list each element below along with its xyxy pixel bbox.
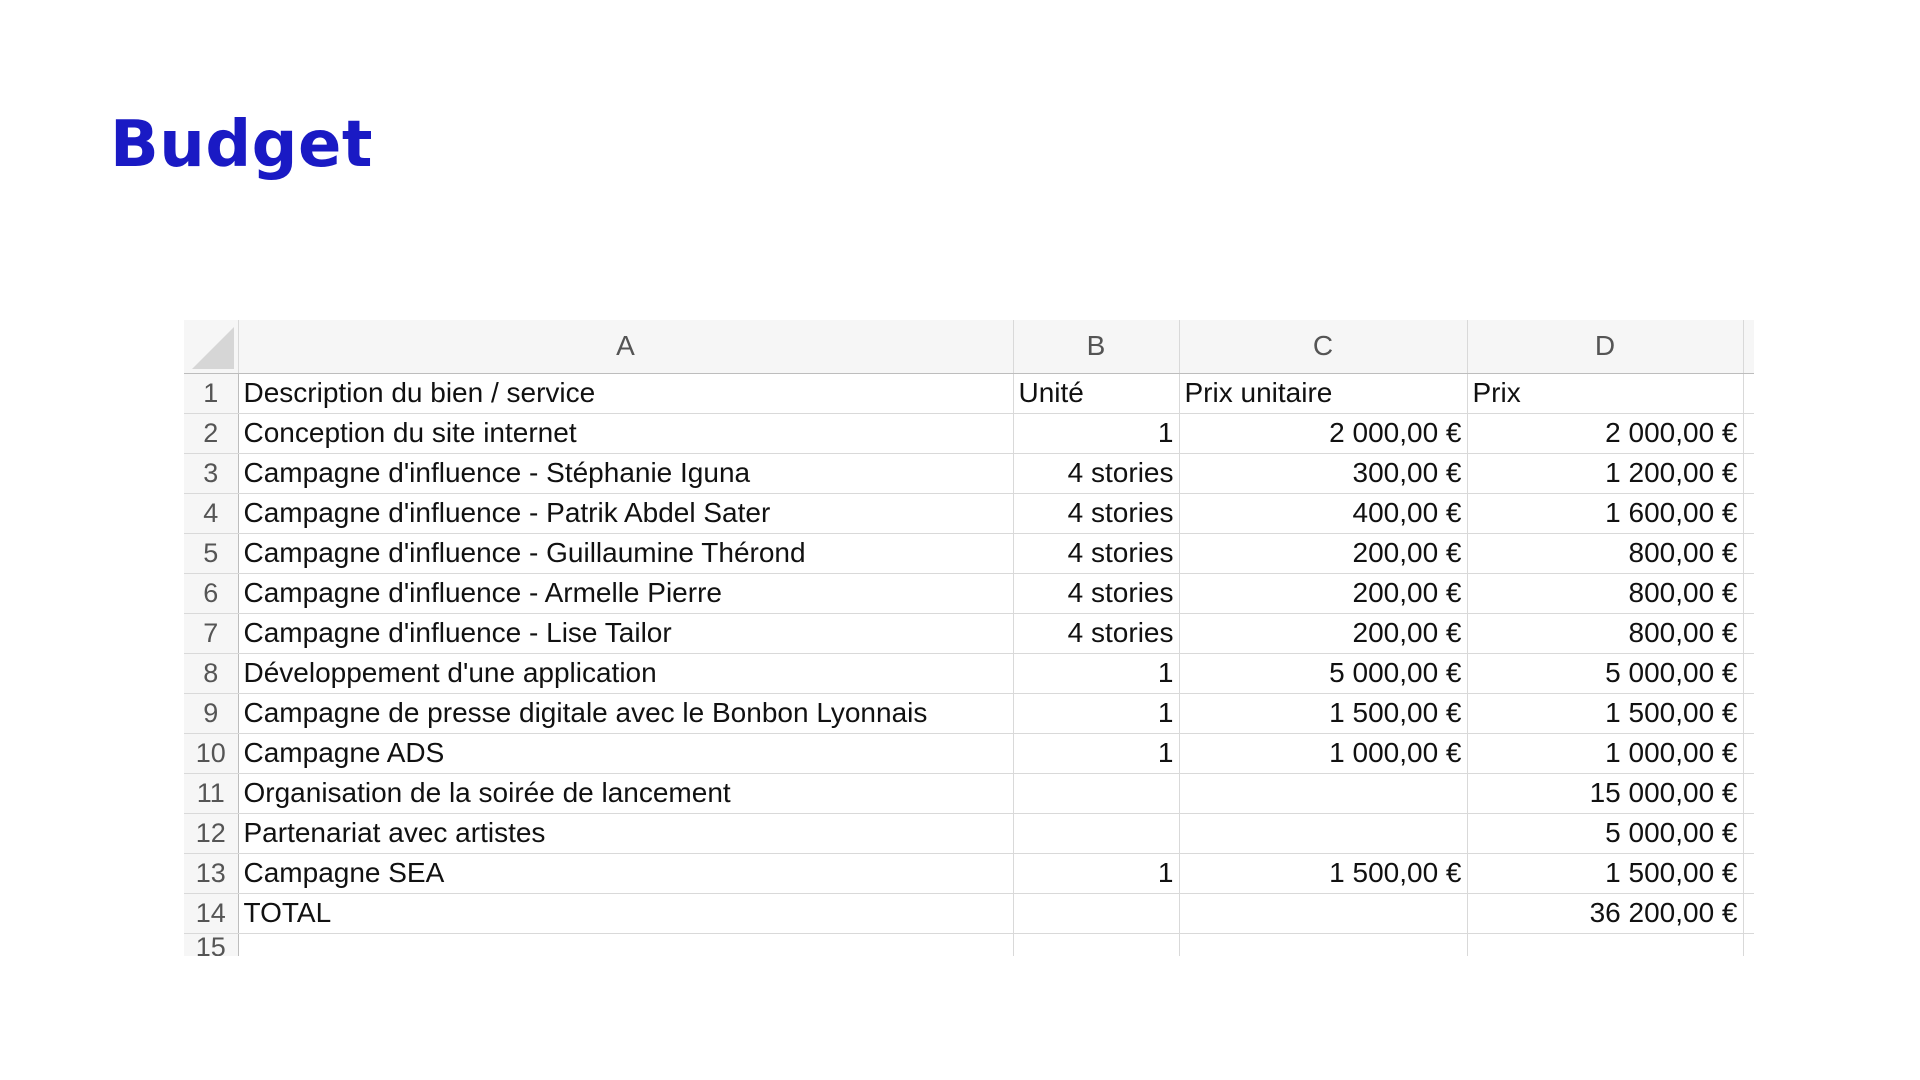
table-row bbox=[184, 413, 1754, 453]
cell-unite: 1 bbox=[1013, 853, 1179, 893]
filler-cell bbox=[1743, 413, 1754, 453]
cell-prix: 1 200,00 € bbox=[1467, 453, 1743, 493]
cell-prix: 1 600,00 € bbox=[1467, 493, 1743, 533]
filler-cell bbox=[1743, 613, 1754, 653]
cell-prix-unitaire: 2 000,00 € bbox=[1179, 413, 1467, 453]
row-number: 5 bbox=[184, 533, 238, 573]
filler-cell bbox=[1743, 813, 1754, 853]
table-header-row bbox=[184, 373, 1754, 413]
row-number: 11 bbox=[184, 773, 238, 813]
cell-prix: 800,00 € bbox=[1467, 573, 1743, 613]
filler-cell bbox=[1743, 853, 1754, 893]
filler-cell bbox=[1743, 533, 1754, 573]
header-cell-description: Description du bien / service bbox=[238, 373, 1013, 413]
cell-description: TOTAL bbox=[238, 893, 1013, 933]
table-row bbox=[184, 453, 1754, 493]
cell-prix: 1 000,00 € bbox=[1467, 733, 1743, 773]
column-header-b: B bbox=[1013, 320, 1179, 373]
empty-cell bbox=[1179, 933, 1467, 956]
cell-prix-unitaire: 200,00 € bbox=[1179, 533, 1467, 573]
row-number: 15 bbox=[184, 933, 238, 956]
header-cell-unite: Unité bbox=[1013, 373, 1179, 413]
column-header-filler bbox=[1743, 320, 1754, 373]
cell-unite: 1 bbox=[1013, 653, 1179, 693]
row-number: 2 bbox=[184, 413, 238, 453]
cell-description: Campagne de presse digitale avec le Bonbon Lyonnais bbox=[238, 693, 1013, 733]
filler-cell bbox=[1743, 733, 1754, 773]
cell-unite bbox=[1013, 893, 1179, 933]
header-cell-prix: Prix bbox=[1467, 373, 1743, 413]
row-number: 6 bbox=[184, 573, 238, 613]
cell-description: Campagne ADS bbox=[238, 733, 1013, 773]
cell-prix-unitaire bbox=[1179, 813, 1467, 853]
cell-description: Campagne d'influence - Lise Tailor bbox=[238, 613, 1013, 653]
cell-description: Organisation de la soirée de lancement bbox=[238, 773, 1013, 813]
cell-prix: 1 500,00 € bbox=[1467, 853, 1743, 893]
row-number: 12 bbox=[184, 813, 238, 853]
table-row bbox=[184, 573, 1754, 613]
cell-prix: 800,00 € bbox=[1467, 533, 1743, 573]
column-header-row bbox=[184, 320, 1754, 373]
cell-prix: 15 000,00 € bbox=[1467, 773, 1743, 813]
spreadsheet-screenshot bbox=[184, 320, 1754, 956]
cell-description: Campagne d'influence - Armelle Pierre bbox=[238, 573, 1013, 613]
table-row bbox=[184, 893, 1754, 933]
table-row bbox=[184, 813, 1754, 853]
row-number: 1 bbox=[184, 373, 238, 413]
cell-unite: 1 bbox=[1013, 733, 1179, 773]
cell-prix: 1 500,00 € bbox=[1467, 693, 1743, 733]
cell-prix-unitaire: 200,00 € bbox=[1179, 573, 1467, 613]
cell-prix-unitaire: 1 000,00 € bbox=[1179, 733, 1467, 773]
row-number: 10 bbox=[184, 733, 238, 773]
row-number: 7 bbox=[184, 613, 238, 653]
table-row bbox=[184, 733, 1754, 773]
filler-cell bbox=[1743, 773, 1754, 813]
cell-unite: 4 stories bbox=[1013, 493, 1179, 533]
cell-unite bbox=[1013, 813, 1179, 853]
cell-description: Campagne d'influence - Guillaumine Thérond bbox=[238, 533, 1013, 573]
table-row bbox=[184, 493, 1754, 533]
table-row bbox=[184, 653, 1754, 693]
row-number: 13 bbox=[184, 853, 238, 893]
cell-prix-unitaire bbox=[1179, 773, 1467, 813]
filler-cell bbox=[1743, 893, 1754, 933]
cell-prix-unitaire: 5 000,00 € bbox=[1179, 653, 1467, 693]
cell-unite: 1 bbox=[1013, 413, 1179, 453]
cell-prix-unitaire: 1 500,00 € bbox=[1179, 853, 1467, 893]
empty-cell bbox=[1467, 933, 1743, 956]
cell-prix: 36 200,00 € bbox=[1467, 893, 1743, 933]
cell-prix: 2 000,00 € bbox=[1467, 413, 1743, 453]
cell-prix-unitaire: 200,00 € bbox=[1179, 613, 1467, 653]
cell-unite: 4 stories bbox=[1013, 573, 1179, 613]
cell-description: Partenariat avec artistes bbox=[238, 813, 1013, 853]
cell-prix-unitaire: 1 500,00 € bbox=[1179, 693, 1467, 733]
empty-cell bbox=[1013, 933, 1179, 956]
cell-prix: 5 000,00 € bbox=[1467, 653, 1743, 693]
page-title: Budget bbox=[110, 108, 373, 182]
cell-description: Développement d'une application bbox=[238, 653, 1013, 693]
cell-unite: 4 stories bbox=[1013, 613, 1179, 653]
cell-unite: 4 stories bbox=[1013, 453, 1179, 493]
table-row bbox=[184, 693, 1754, 733]
row-number: 8 bbox=[184, 653, 238, 693]
cell-description: Campagne d'influence - Stéphanie Iguna bbox=[238, 453, 1013, 493]
cell-unite: 1 bbox=[1013, 693, 1179, 733]
cell-unite: 4 stories bbox=[1013, 533, 1179, 573]
empty-cell bbox=[238, 933, 1013, 956]
filler-cell bbox=[1743, 933, 1754, 956]
cell-prix-unitaire bbox=[1179, 893, 1467, 933]
row-number: 3 bbox=[184, 453, 238, 493]
filler-cell bbox=[1743, 373, 1754, 413]
budget-table bbox=[184, 320, 1754, 956]
cell-prix: 5 000,00 € bbox=[1467, 813, 1743, 853]
row-number: 14 bbox=[184, 893, 238, 933]
filler-cell bbox=[1743, 693, 1754, 733]
header-cell-prix-unitaire: Prix unitaire bbox=[1179, 373, 1467, 413]
cell-description: Campagne d'influence - Patrik Abdel Sater bbox=[238, 493, 1013, 533]
cell-prix: 800,00 € bbox=[1467, 613, 1743, 653]
filler-cell bbox=[1743, 573, 1754, 613]
table-row bbox=[184, 773, 1754, 813]
table-row bbox=[184, 853, 1754, 893]
table-row-partial bbox=[184, 933, 1754, 956]
column-header-a: A bbox=[238, 320, 1013, 373]
cell-description: Campagne SEA bbox=[238, 853, 1013, 893]
column-header-c: C bbox=[1179, 320, 1467, 373]
cell-unite bbox=[1013, 773, 1179, 813]
cell-prix-unitaire: 400,00 € bbox=[1179, 493, 1467, 533]
table-row bbox=[184, 533, 1754, 573]
row-number: 9 bbox=[184, 693, 238, 733]
table-row bbox=[184, 613, 1754, 653]
cell-prix-unitaire: 300,00 € bbox=[1179, 453, 1467, 493]
row-number: 4 bbox=[184, 493, 238, 533]
select-all-triangle-icon bbox=[192, 327, 234, 369]
cell-description: Conception du site internet bbox=[238, 413, 1013, 453]
select-all-corner bbox=[184, 320, 238, 373]
filler-cell bbox=[1743, 453, 1754, 493]
filler-cell bbox=[1743, 493, 1754, 533]
filler-cell bbox=[1743, 653, 1754, 693]
column-header-d: D bbox=[1467, 320, 1743, 373]
